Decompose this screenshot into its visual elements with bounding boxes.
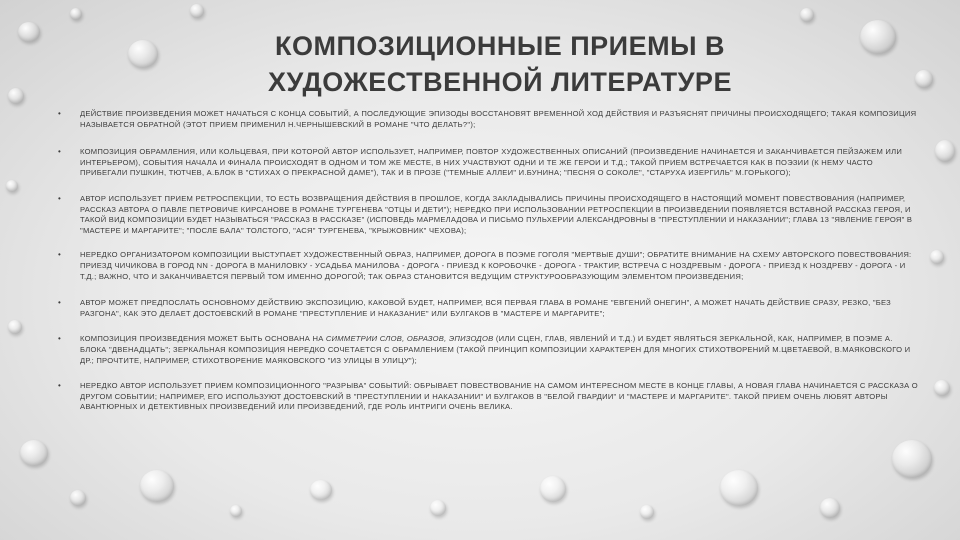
water-drop [8,320,22,334]
bullet-glyph: • [58,193,62,203]
bullet-text: НЕРЕДКО ОРГАНИЗАТОРОМ КОМПОЗИЦИИ ВЫСТУПАЕТ ХУДОЖЕСТВЕННЫЙ ОБРАЗ, НАПРИМЕР, ДОРОГА В ПОЭМЕ ГОГОЛЯ "МЕРТВЫЕ ДУШИ"; ОБРАТИТЕ ВНИМАНИЕ НА СХЕМУ АВТОРСКОГО ПОВЕСТВОВАНИЯ: ПРИЕЗД ЧИЧИКОВА В ГОРОД NN - ДОРОГА В МАНИЛОВКУ - УСАДЬБА МАНИЛОВА - ДОРОГА - ПРИЕЗД К КОРОБОЧКЕ - ДОРОГА - ТРАКТИР, ВСТРЕЧА С НОЗДРЕВЫМ - ДОРОГА - ПРИЕЗД К НОЗДРЕВУ - ДОРОГА - И Т.Д.; ВАЖНО, ЧТО И ЗАКАНЧИВАЕТСЯ ПЕРВЫЙ ТОМ ИМЕННО ДОРОГОЙ; ТАК ОБРАЗ СТАНОВИТСЯ ВЕДУЩИМ СТРУКТУРООБРАЗУЮЩИМ ЭЛЕМЕНТОМ ПРОИЗВЕДЕНИЯ; [80,250,912,281]
bullet-item [58,250,920,282]
bullet-item [58,109,920,130]
bullet-list [58,109,920,413]
bullet-glyph: • [58,109,62,118]
bullet-text: АВТОР МОЖЕТ ПРЕДПОСЛАТЬ ОСНОВНОМУ ДЕЙСТВИЮ ЭКСПОЗИЦИЮ, КАКОВОЙ БУДЕТ, НАПРИМЕР, ВСЯ ПЕРВАЯ ГЛАВА В РОМАНЕ "ЕВГЕНИЙ ОНЕГИН", А МОЖЕТ НАЧАТЬ ДЕЙСТВИЕ СРАЗУ, РЕЗКО, "БЕЗ РАЗГОНА", КАК ЭТО ДЕЛАЕТ ДОСТОЕВСКИЙ В РОМАНЕ "ПРЕСТУПЛЕНИЕ И НАКАЗАНИЕ" ИЛИ БУЛГАКОВ В "МАСТЕРЕ И МАРГАРИТЕ"; [80,298,892,318]
bullet-glyph: • [58,298,62,308]
water-drop [18,22,40,42]
water-drop [310,480,332,500]
water-drop [230,505,242,517]
bullet-item [58,334,920,366]
water-drop [430,500,446,516]
water-drop [70,8,82,20]
bullet-item [58,381,920,413]
water-drop [915,70,933,88]
water-drop [892,440,932,478]
water-drop [20,440,48,466]
water-drop [128,40,158,68]
bullet-text-italic: СИММЕТРИИ СЛОВ, ОБРАЗОВ, ЭПИЗОДОВ [325,334,494,344]
bullet-item [58,147,920,179]
bullet-glyph: • [58,250,62,260]
bullet-glyph: • [58,334,62,344]
water-drop [934,380,950,396]
bullet-text-part: КОМПОЗИЦИЯ ПРОИЗВЕДЕНИЯ МОЖЕТ БЫТЬ ОСНОВАНА НА [80,334,326,344]
water-drop [70,490,86,506]
bullet-text-part: (ИЛИ СЦЕН, ГЛАВ, ЯВЛЕНИЙ И Т.Д.) И БУДЕТ ЯВЛЯТЬСЯ ЗЕРКАЛЬНОЙ, КАК, НАПРИМЕР, В ПОЭМЕ А. БЛОКА "ДВЕНАДЦАТЬ"; ЗЕРКАЛЬНАЯ КОМПОЗИЦИЯ НЕРЕДКО СОЧЕТАЕТСЯ С ОБРАМЛЕНИЕМ (ТАКОЙ ПРИНЦИП КОМПОЗИЦИИ ХАРАКТЕРЕН ДЛЯ МНОГИХ СТИХОТВОРЕНИЙ М.ЦВЕТАЕВОЙ, В.МАЯКОВСКОГО И ДР.; ПРОЧТИТЕ, НАПРИМЕР, СТИХОТВОРЕНИЕ МАЯКОВСКОГО "ИЗ УЛИЦЫ В УЛИЦУ"); [80,334,911,365]
water-drop [6,180,18,192]
bullet-item [58,298,920,319]
water-drop [140,470,174,502]
water-drop [930,250,944,264]
water-drop [8,88,24,104]
water-drop [640,505,654,519]
bullet-text: ДЕЙСТВИЕ ПРОИЗВЕДЕНИЯ МОЖЕТ НАЧАТЬСЯ С КОНЦА СОБЫТИЙ, А ПОСЛЕДУЮЩИЕ ЭПИЗОДЫ ВОССТАНОВЯТ ВРЕМЕННОЙ ХОД ДЕЙСТВИЯ И РАЗЪЯСНЯТ ПРИЧИНЫ ПРОИСХОДЯЩЕГО; ТАКАЯ КОМПОЗИЦИЯ НАЗЫВАЕТСЯ ОБРАТНОЙ (ЭТОТ ПРИЕМ ПРИМЕНИЛ Н.ЧЕРНЫШЕВСКИЙ В РОМАНЕ "ЧТО ДЕЛАТЬ?"); [80,109,917,129]
bullet-text: КОМПОЗИЦИЯ ОБРАМЛЕНИЯ, ИЛИ КОЛЬЦЕВАЯ, ПРИ КОТОРОЙ АВТОР ИСПОЛЬЗУЕТ, НАПРИМЕР, ПОВТОР ХУДОЖЕСТВЕННЫХ ОПИСАНИЙ (ПРОИЗВЕДЕНИЕ НАЧИНАЕТСЯ И ЗАКАНЧИВАЕТСЯ ПЕЙЗАЖЕМ ИЛИ ИНТЕРЬЕРОМ), СОБЫТИЯ НАЧАЛА И ФИНАЛА ПРОИСХОДЯТ В ОДНОМ И ТОМ ЖЕ МЕСТЕ, В НИХ УЧАСТВУЮТ ОДНИ И ТЕ ЖЕ ГЕРОИ И Т.Д.; ТАКОЙ ПРИЕМ ВСТРЕЧАЕТСЯ КАК В ПОЭЗИИ (К НЕМУ ЧАСТО ПРИБЕГАЛИ ПУШКИН, ТЮТЧЕВ, А.БЛОК В "СТИХАХ О ПРЕКРАСНОЙ ДАМЕ"), ТАК И В ПРОЗЕ ("ТЕМНЫЕ АЛЛЕИ" И.БУНИНА; "ПЕСНЯ О СОКОЛЕ", "СТАРУХА ИЗЕРГИЛЬ" М.ГОРЬКОГО); [80,147,903,178]
water-drop [820,498,840,518]
bullet-text: НЕРЕДКО АВТОР ИСПОЛЬЗУЕТ ПРИЕМ КОМПОЗИЦИОННОГО "РАЗРЫВА" СОБЫТИЙ: ОБРЫВАЕТ ПОВЕСТВОВАНИЕ НА САМОМ ИНТЕРЕСНОМ МЕСТЕ В КОНЦЕ ГЛАВЫ, А НОВАЯ ГЛАВА НАЧИНАЕТСЯ С РАССКАЗА О ДРУГОМ СОБЫТИИ; НАПРИМЕР, ЕГО ИСПОЛЬЗУЮТ ДОСТОЕВСКИЙ В "ПРЕСТУПЛЕНИИ И НАКАЗАНИИ" И БУЛГАКОВ В "БЕЛОЙ ГВАРДИИ" И "МАСТЕРЕ И МАРГАРИТЕ". ТАКОЙ ПРИЕМ ОЧЕНЬ ЛЮБЯТ АВТОРЫ АВАНТЮРНЫХ И ДЕТЕКТИВНЫХ ПРОИЗВЕДЕНИЙ ИЛИ ПРОИЗВЕДЕНИЙ, ГДЕ РОЛЬ ИНТРИГИ ОЧЕНЬ ВЕЛИКА. [80,381,918,412]
bullet-text [80,334,920,366]
water-drop [720,470,758,506]
bullet-text: АВТОР ИСПОЛЬЗУЕТ ПРИЕМ РЕТРОСПЕКЦИИ, ТО ЕСТЬ ВОЗВРАЩЕНИЯ ДЕЙСТВИЯ В ПРОШЛОЕ, КОГДА ЗАКЛАДЫВАЛИСЬ ПРИЧИНЫ ПРОИСХОДЯЩЕГО В НАСТОЯЩИЙ МОМЕНТ ПОВЕСТВОВАНИЯ (НАПРИМЕР, РАССКАЗ АВТОРА О ПАВЛЕ ПЕТРОВИЧЕ КИРСАНОВЕ В РОМАНЕ ТУРГЕНЕВА "ОТЦЫ И ДЕТИ"); НЕРЕДКО ПРИ ИСПОЛЬЗОВАНИИ РЕТРОСПЕКЦИИ В ПРОИЗВЕДЕНИИ ПОЯВЛЯЕТСЯ ВСТАВНОЙ РАССКАЗ ГЕРОЯ, И ТАКОЙ ВИД КОМПОЗИЦИИ БУДЕТ НАЗЫВАТЬСЯ "РАССКАЗ В РАССКАЗЕ" (ИСПОВЕДЬ МАРМЕЛАДОВА И ПИСЬМО ПУЛЬХЕРИИ АЛЕКСАНДРОВНЫ В "ПРЕСТУПЛЕНИИ И НАКАЗАНИИ"; ГЛАВА 13 "ЯВЛЕНИЕ ГЕРОЯ" В "МАСТЕРЕ И МАРГАРИТЕ"; "ПОСЛЕ БАЛА" ТОЛСТОГО, "АСЯ" ТУРГЕНЕВА, "КРЫЖОВНИК" ЧЕХОВА); [80,193,913,235]
slide-title [190,28,810,100]
bullet-glyph: • [58,381,62,391]
water-drop [190,4,204,18]
water-drop [935,140,955,162]
slide-title-line-2: ХУДОЖЕСТВЕННОЙ ЛИТЕРАТУРЕ [268,67,732,97]
water-drop [540,476,566,502]
water-drop [860,20,896,54]
water-drop [800,8,814,22]
bullet-glyph: • [58,147,62,157]
slide-title-line-1: КОМПОЗИЦИОННЫЕ ПРИЕМЫ В [274,31,726,61]
bullet-item [58,194,920,236]
